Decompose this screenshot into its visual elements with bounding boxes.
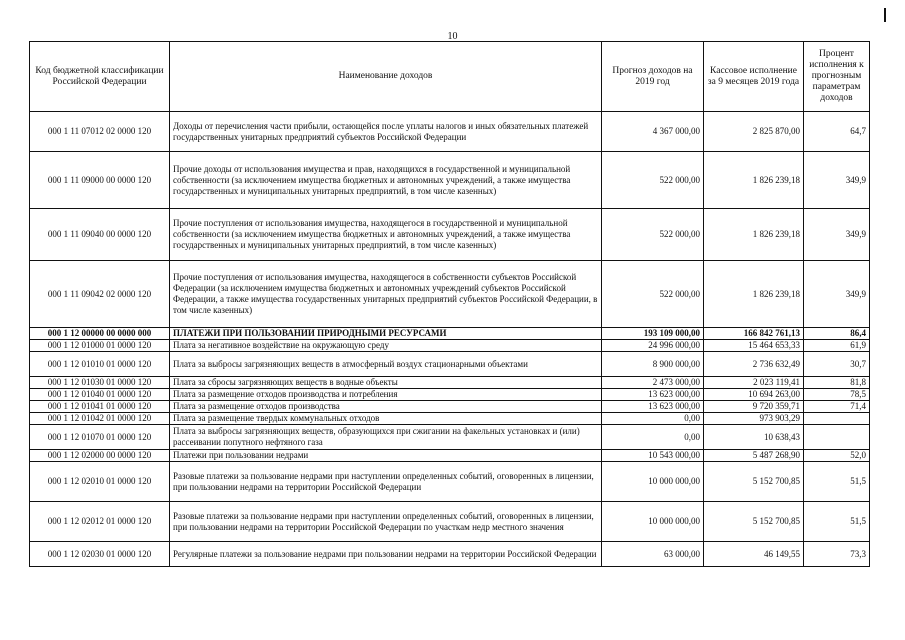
table-row bbox=[30, 502, 870, 542]
row-code: 000 1 11 07012 02 0000 120 bbox=[30, 112, 170, 152]
table-row bbox=[30, 152, 870, 209]
row-forecast: 522 000,00 bbox=[602, 152, 704, 209]
table-row bbox=[30, 413, 870, 425]
row-code: 000 1 12 01070 01 0000 120 bbox=[30, 425, 170, 450]
row-executed: 5 487 268,90 bbox=[704, 450, 804, 462]
table-row bbox=[30, 401, 870, 413]
row-percent: 51,5 bbox=[804, 462, 870, 502]
table-row bbox=[30, 450, 870, 462]
table-row bbox=[30, 352, 870, 377]
row-code: 000 1 12 02012 01 0000 120 bbox=[30, 502, 170, 542]
header-forecast: Прогноз доходов на 2019 год bbox=[602, 42, 704, 112]
table-row bbox=[30, 462, 870, 502]
row-executed: 973 903,29 bbox=[704, 413, 804, 425]
table-row bbox=[30, 542, 870, 567]
revenue-table bbox=[29, 41, 870, 567]
row-code: 000 1 12 01042 01 0000 120 bbox=[30, 413, 170, 425]
row-forecast: 4 367 000,00 bbox=[602, 112, 704, 152]
row-forecast: 13 623 000,00 bbox=[602, 401, 704, 413]
row-name: Плата за негативное воздействие на окружающую среду bbox=[170, 340, 602, 352]
row-forecast: 24 996 000,00 bbox=[602, 340, 704, 352]
table-row bbox=[30, 389, 870, 401]
row-code: 000 1 12 02030 01 0000 120 bbox=[30, 542, 170, 567]
header-code: Код бюджетной классификации Российской Федерации bbox=[30, 42, 170, 112]
row-code: 000 1 12 01040 01 0000 120 bbox=[30, 389, 170, 401]
row-executed: 10 638,43 bbox=[704, 425, 804, 450]
row-forecast: 10 543 000,00 bbox=[602, 450, 704, 462]
row-executed: 1 826 239,18 bbox=[704, 261, 804, 328]
row-percent: 52,0 bbox=[804, 450, 870, 462]
table-row bbox=[30, 340, 870, 352]
row-forecast: 0,00 bbox=[602, 413, 704, 425]
row-executed: 2 825 870,00 bbox=[704, 112, 804, 152]
row-name: Плата за сбросы загрязняющих веществ в водные объекты bbox=[170, 377, 602, 389]
row-name: Прочие поступления от использования имущества, находящегося в собственности субъектов Российской Федерации (за исключением имущества бюджетных и автономных учреждений субъектов Российской Федерации, а также имущества государственных унитарных предприятий субъектов Российской Федерации, в том числе казенных) bbox=[170, 261, 602, 328]
row-percent: 349,9 bbox=[804, 261, 870, 328]
row-code: 000 1 12 02010 01 0000 120 bbox=[30, 462, 170, 502]
row-forecast: 0,00 bbox=[602, 425, 704, 450]
row-forecast: 522 000,00 bbox=[602, 209, 704, 261]
row-executed: 9 720 359,71 bbox=[704, 401, 804, 413]
row-percent: 86,4 bbox=[804, 328, 870, 340]
row-percent: 349,9 bbox=[804, 209, 870, 261]
row-percent: 64,7 bbox=[804, 112, 870, 152]
row-percent: 51,5 bbox=[804, 502, 870, 542]
row-executed: 5 152 700,85 bbox=[704, 502, 804, 542]
row-executed: 5 152 700,85 bbox=[704, 462, 804, 502]
row-code: 000 1 12 01041 01 0000 120 bbox=[30, 401, 170, 413]
row-executed: 2 736 632,49 bbox=[704, 352, 804, 377]
row-code: 000 1 11 09040 00 0000 120 bbox=[30, 209, 170, 261]
row-name: Плата за размещение отходов производства и потребления bbox=[170, 389, 602, 401]
table-row bbox=[30, 425, 870, 450]
header-executed: Кассовое исполнение за 9 месяцев 2019 года bbox=[704, 42, 804, 112]
row-percent: 349,9 bbox=[804, 152, 870, 209]
row-name: Прочие доходы от использования имущества и прав, находящихся в государственной и муниципальной собственности (за исключением имущества бюджетных и автономных учреждений, а также имущества государственных и муниципальных унитарных предприятий, в том числе казенных) bbox=[170, 152, 602, 209]
row-executed: 1 826 239,18 bbox=[704, 152, 804, 209]
row-name: Доходы от перечисления части прибыли, остающейся после уплаты налогов и иных обязательных платежей государственных унитарных предприятий субъектов Российской Федерации bbox=[170, 112, 602, 152]
row-executed: 2 023 119,41 bbox=[704, 377, 804, 389]
row-name: Разовые платежи за пользование недрами при наступлении определенных событий, оговоренных в лицензии, при пользовании недрами на территории Российской Федерации по участкам недр местного значения bbox=[170, 502, 602, 542]
row-code: 000 1 12 00000 00 0000 000 bbox=[30, 328, 170, 340]
row-executed: 15 464 653,33 bbox=[704, 340, 804, 352]
row-percent: 61,9 bbox=[804, 340, 870, 352]
row-name: Плата за выбросы загрязняющих веществ в атмосферный воздух стационарными объектами bbox=[170, 352, 602, 377]
header-percent: Процент исполнения к прогнозным параметрам доходов bbox=[804, 42, 870, 112]
row-code: 000 1 12 01000 01 0000 120 bbox=[30, 340, 170, 352]
margin-mark bbox=[884, 8, 886, 22]
row-name: ПЛАТЕЖИ ПРИ ПОЛЬЗОВАНИИ ПРИРОДНЫМИ РЕСУРСАМИ bbox=[170, 328, 602, 340]
row-percent bbox=[804, 413, 870, 425]
row-forecast: 63 000,00 bbox=[602, 542, 704, 567]
row-name: Прочие поступления от использования имущества, находящегося в государственной и муниципальной собственности (за исключением имущества бюджетных и автономных учреждений, а также имущества государственных и муниципальных унитарных предприятий, в том числе казенных) bbox=[170, 209, 602, 261]
row-executed: 1 826 239,18 bbox=[704, 209, 804, 261]
table-row bbox=[30, 328, 870, 340]
row-executed: 10 694 263,00 bbox=[704, 389, 804, 401]
row-name: Плата за размещение твердых коммунальных отходов bbox=[170, 413, 602, 425]
table-row bbox=[30, 377, 870, 389]
row-name: Плата за размещение отходов производства bbox=[170, 401, 602, 413]
row-forecast: 522 000,00 bbox=[602, 261, 704, 328]
row-name: Плата за выбросы загрязняющих веществ, образующихся при сжигании на факельных установках и (или) рассеивании попутного нефтяного газа bbox=[170, 425, 602, 450]
row-percent: 81,8 bbox=[804, 377, 870, 389]
row-percent bbox=[804, 425, 870, 450]
header-name: Наименование доходов bbox=[170, 42, 602, 112]
row-percent: 78,5 bbox=[804, 389, 870, 401]
row-forecast: 8 900 000,00 bbox=[602, 352, 704, 377]
table-row bbox=[30, 209, 870, 261]
row-name: Разовые платежи за пользование недрами при наступлении определенных событий, оговоренных в лицензии, при пользовании недрами на территории Российской Федерации bbox=[170, 462, 602, 502]
row-percent: 71,4 bbox=[804, 401, 870, 413]
row-code: 000 1 12 02000 00 0000 120 bbox=[30, 450, 170, 462]
row-forecast: 10 000 000,00 bbox=[602, 462, 704, 502]
table-row bbox=[30, 112, 870, 152]
row-executed: 46 149,55 bbox=[704, 542, 804, 567]
row-code: 000 1 12 01030 01 0000 120 bbox=[30, 377, 170, 389]
row-forecast: 2 473 000,00 bbox=[602, 377, 704, 389]
table-header-row bbox=[30, 42, 870, 112]
row-forecast: 10 000 000,00 bbox=[602, 502, 704, 542]
page-number: 10 bbox=[447, 31, 458, 42]
row-executed: 166 842 761,13 bbox=[704, 328, 804, 340]
row-code: 000 1 11 09042 02 0000 120 bbox=[30, 261, 170, 328]
row-name: Регулярные платежи за пользование недрами при пользовании недрами на территории Российской Федерации bbox=[170, 542, 602, 567]
row-code: 000 1 12 01010 01 0000 120 bbox=[30, 352, 170, 377]
row-percent: 73,3 bbox=[804, 542, 870, 567]
table-row bbox=[30, 261, 870, 328]
row-code: 000 1 11 09000 00 0000 120 bbox=[30, 152, 170, 209]
row-forecast: 193 109 000,00 bbox=[602, 328, 704, 340]
row-forecast: 13 623 000,00 bbox=[602, 389, 704, 401]
row-name: Платежи при пользовании недрами bbox=[170, 450, 602, 462]
row-percent: 30,7 bbox=[804, 352, 870, 377]
